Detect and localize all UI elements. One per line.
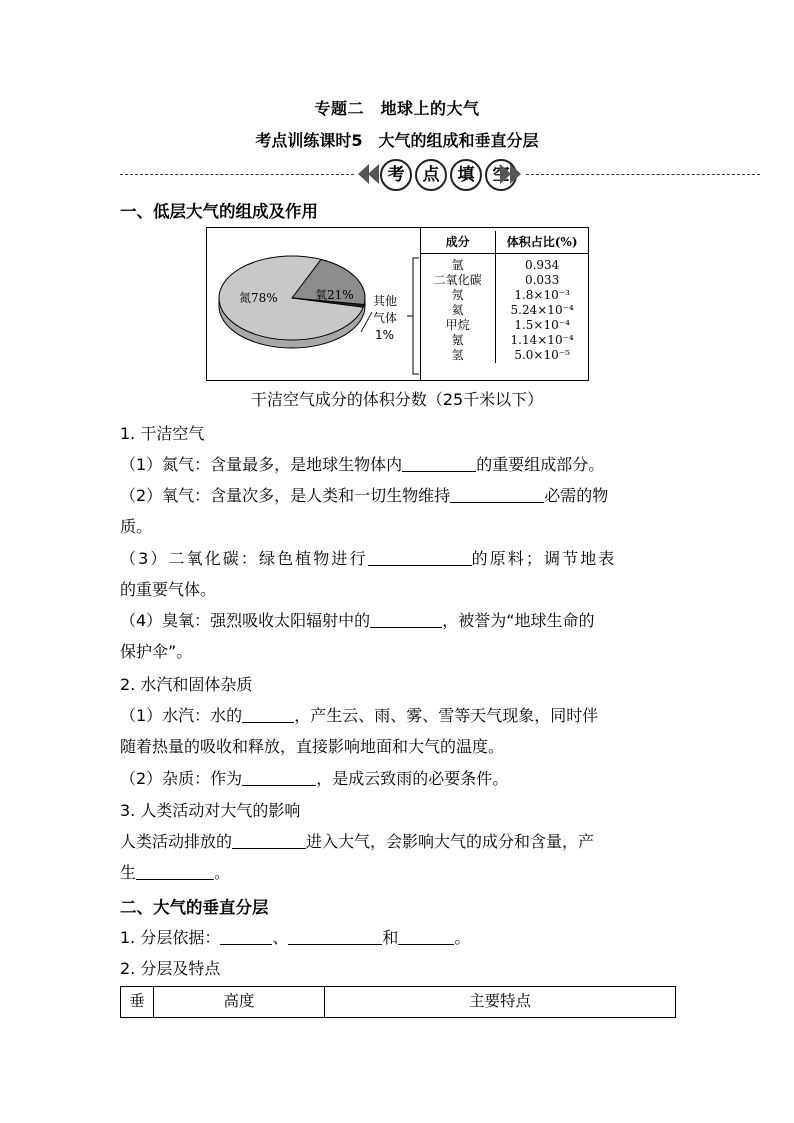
impurity-text-end: ，是成云致雨的必要条件。 (316, 769, 509, 788)
answer-blank[interactable] (220, 926, 272, 945)
header-volume: 体积占比(%) (496, 231, 588, 254)
banner-char: 填 (450, 159, 482, 191)
nitrogen-text-end: 的重要组成部分。 (476, 455, 605, 474)
item1-nitrogen (120, 449, 675, 480)
item3-title: 3. 人类活动对大气的影响 (120, 801, 301, 820)
table-row (420, 258, 588, 273)
banner-chars (380, 159, 517, 191)
impurity-text: （2）杂质：作为 (120, 769, 243, 788)
item3-line2 (120, 857, 675, 888)
oxygen-text-end: 必需的物 (544, 486, 609, 505)
gas-name: 氦 (420, 303, 496, 318)
basis-sep: 、 (272, 928, 289, 947)
gas-value: 0.033 (524, 273, 560, 287)
gas-value: 1.5×10⁻⁴ (514, 318, 570, 332)
lesson-title: 考点训练课时5 大气的组成和垂直分层 (255, 131, 539, 150)
basis-label: 1. 分层依据： (120, 928, 221, 947)
pie-label-other-line2: 气体 (373, 311, 398, 325)
section1-heading: 一、低层大气的组成及作用 (120, 202, 318, 221)
gas-table-header (420, 231, 588, 254)
gas-name: 氪 (420, 333, 496, 348)
left-arrow-icon (368, 164, 379, 184)
table-row (420, 348, 588, 363)
gas-value: 1.8×10⁻³ (514, 288, 570, 302)
composition-figure (206, 227, 589, 381)
banner-right-rule (526, 174, 760, 175)
table-row (420, 333, 588, 348)
co2-text-end: 的原料；调节地表 (471, 549, 617, 568)
gas-value: 1.14×10⁻⁴ (510, 333, 574, 347)
layer-basis (120, 922, 675, 953)
topic-title: 专题二 地球上的大气 (314, 99, 480, 118)
item2-vapor (120, 700, 675, 731)
pie-label-other-line1: 其他 (373, 294, 398, 308)
pie-label-other-line3: 1% (375, 328, 395, 342)
section2-heading: 二、大气的垂直分层 (120, 898, 269, 917)
table-row (420, 303, 588, 318)
pie-label-nitrogen: 氮78% (239, 291, 278, 305)
section-banner (120, 158, 760, 192)
answer-blank[interactable] (368, 547, 472, 566)
pie-label-oxygen: 氧21% (315, 288, 354, 302)
answer-blank[interactable] (402, 453, 476, 472)
item2-vapor-cont: 随着热量的吸收和释放，直接影响地面和大气的温度。 (120, 737, 505, 756)
answer-blank[interactable] (288, 926, 382, 945)
nitrogen-text: （1）氮气：含量最多，是地球生物体内 (120, 455, 403, 474)
answer-blank[interactable] (232, 830, 306, 849)
banner-core (354, 158, 526, 192)
gas-name: 氢 (420, 348, 496, 363)
item1-title: 1. 干洁空气 (120, 424, 205, 443)
table-row (420, 273, 588, 288)
human-text-end: 进入大气，会影响大气的成分和含量，产 (306, 832, 595, 851)
item2-title: 2. 水汽和固体杂质 (120, 675, 253, 694)
answer-blank[interactable] (450, 484, 544, 503)
answer-blank[interactable] (370, 609, 442, 628)
item3-line1 (120, 826, 675, 857)
banner-left-rule (120, 174, 354, 175)
header-features: 主要特点 (468, 992, 531, 1010)
basis-end: 。 (454, 928, 471, 947)
gas-name: 氖 (420, 288, 496, 303)
answer-blank[interactable] (136, 861, 214, 880)
figure-caption: 干洁空气成分的体积分数（25千米以下） (250, 390, 544, 409)
header-component: 成分 (420, 231, 496, 254)
answer-blank[interactable] (242, 704, 294, 723)
layers-table-header (120, 986, 676, 1018)
answer-blank[interactable] (398, 926, 454, 945)
item1-ozone-cont: 保护伞”。 (120, 642, 193, 661)
gas-value: 0.934 (524, 258, 560, 272)
item1-co2 (120, 543, 675, 574)
gas-value: 5.0×10⁻⁵ (514, 348, 570, 362)
item1-ozone (120, 605, 675, 636)
layers-title: 2. 分层及特点 (120, 959, 221, 978)
banner-char: 点 (415, 159, 447, 191)
item1-oxygen (120, 480, 675, 511)
banner-char: 考 (380, 159, 412, 191)
oxygen-text: （2）氧气：含量次多，是人类和一切生物维持 (120, 486, 451, 505)
gas-name: 二氧化碳 (420, 273, 496, 288)
human-text: 人类活动排放的 (120, 832, 233, 851)
co2-text: （3）二氧化碳：绿色植物进行 (120, 549, 368, 568)
ozone-text-end: ，被誉为“地球生命的 (442, 611, 595, 630)
table-row (420, 288, 588, 303)
gas-name: 氩 (420, 258, 496, 273)
table-bracket (407, 256, 421, 376)
gas-table (420, 231, 588, 363)
right-arrow-icon (510, 164, 521, 184)
table-row (420, 318, 588, 333)
item2-impurities (120, 763, 675, 794)
gas-value: 5.24×10⁻⁴ (510, 303, 574, 317)
vapor-text-end: ，产生云、雨、雾、雪等天气现象，同时伴 (294, 706, 599, 725)
human-text-2-end: 。 (214, 863, 231, 882)
banner-char: 空 (485, 159, 517, 191)
ozone-text: （4）臭氧：强烈吸收太阳辐射中的 (120, 611, 371, 630)
pie-chart (207, 228, 417, 380)
header-height: 高度 (223, 992, 255, 1010)
basis-sep: 和 (382, 928, 399, 947)
item1-oxygen-cont: 质。 (120, 517, 153, 536)
human-text-2: 生 (120, 863, 137, 882)
gas-name: 甲烷 (420, 318, 496, 333)
answer-blank[interactable] (242, 767, 316, 786)
item1-co2-cont: 的重要气体。 (120, 580, 217, 599)
vapor-text: （1）水汽：水的 (120, 706, 243, 725)
header-layer: 垂 (129, 992, 145, 1010)
